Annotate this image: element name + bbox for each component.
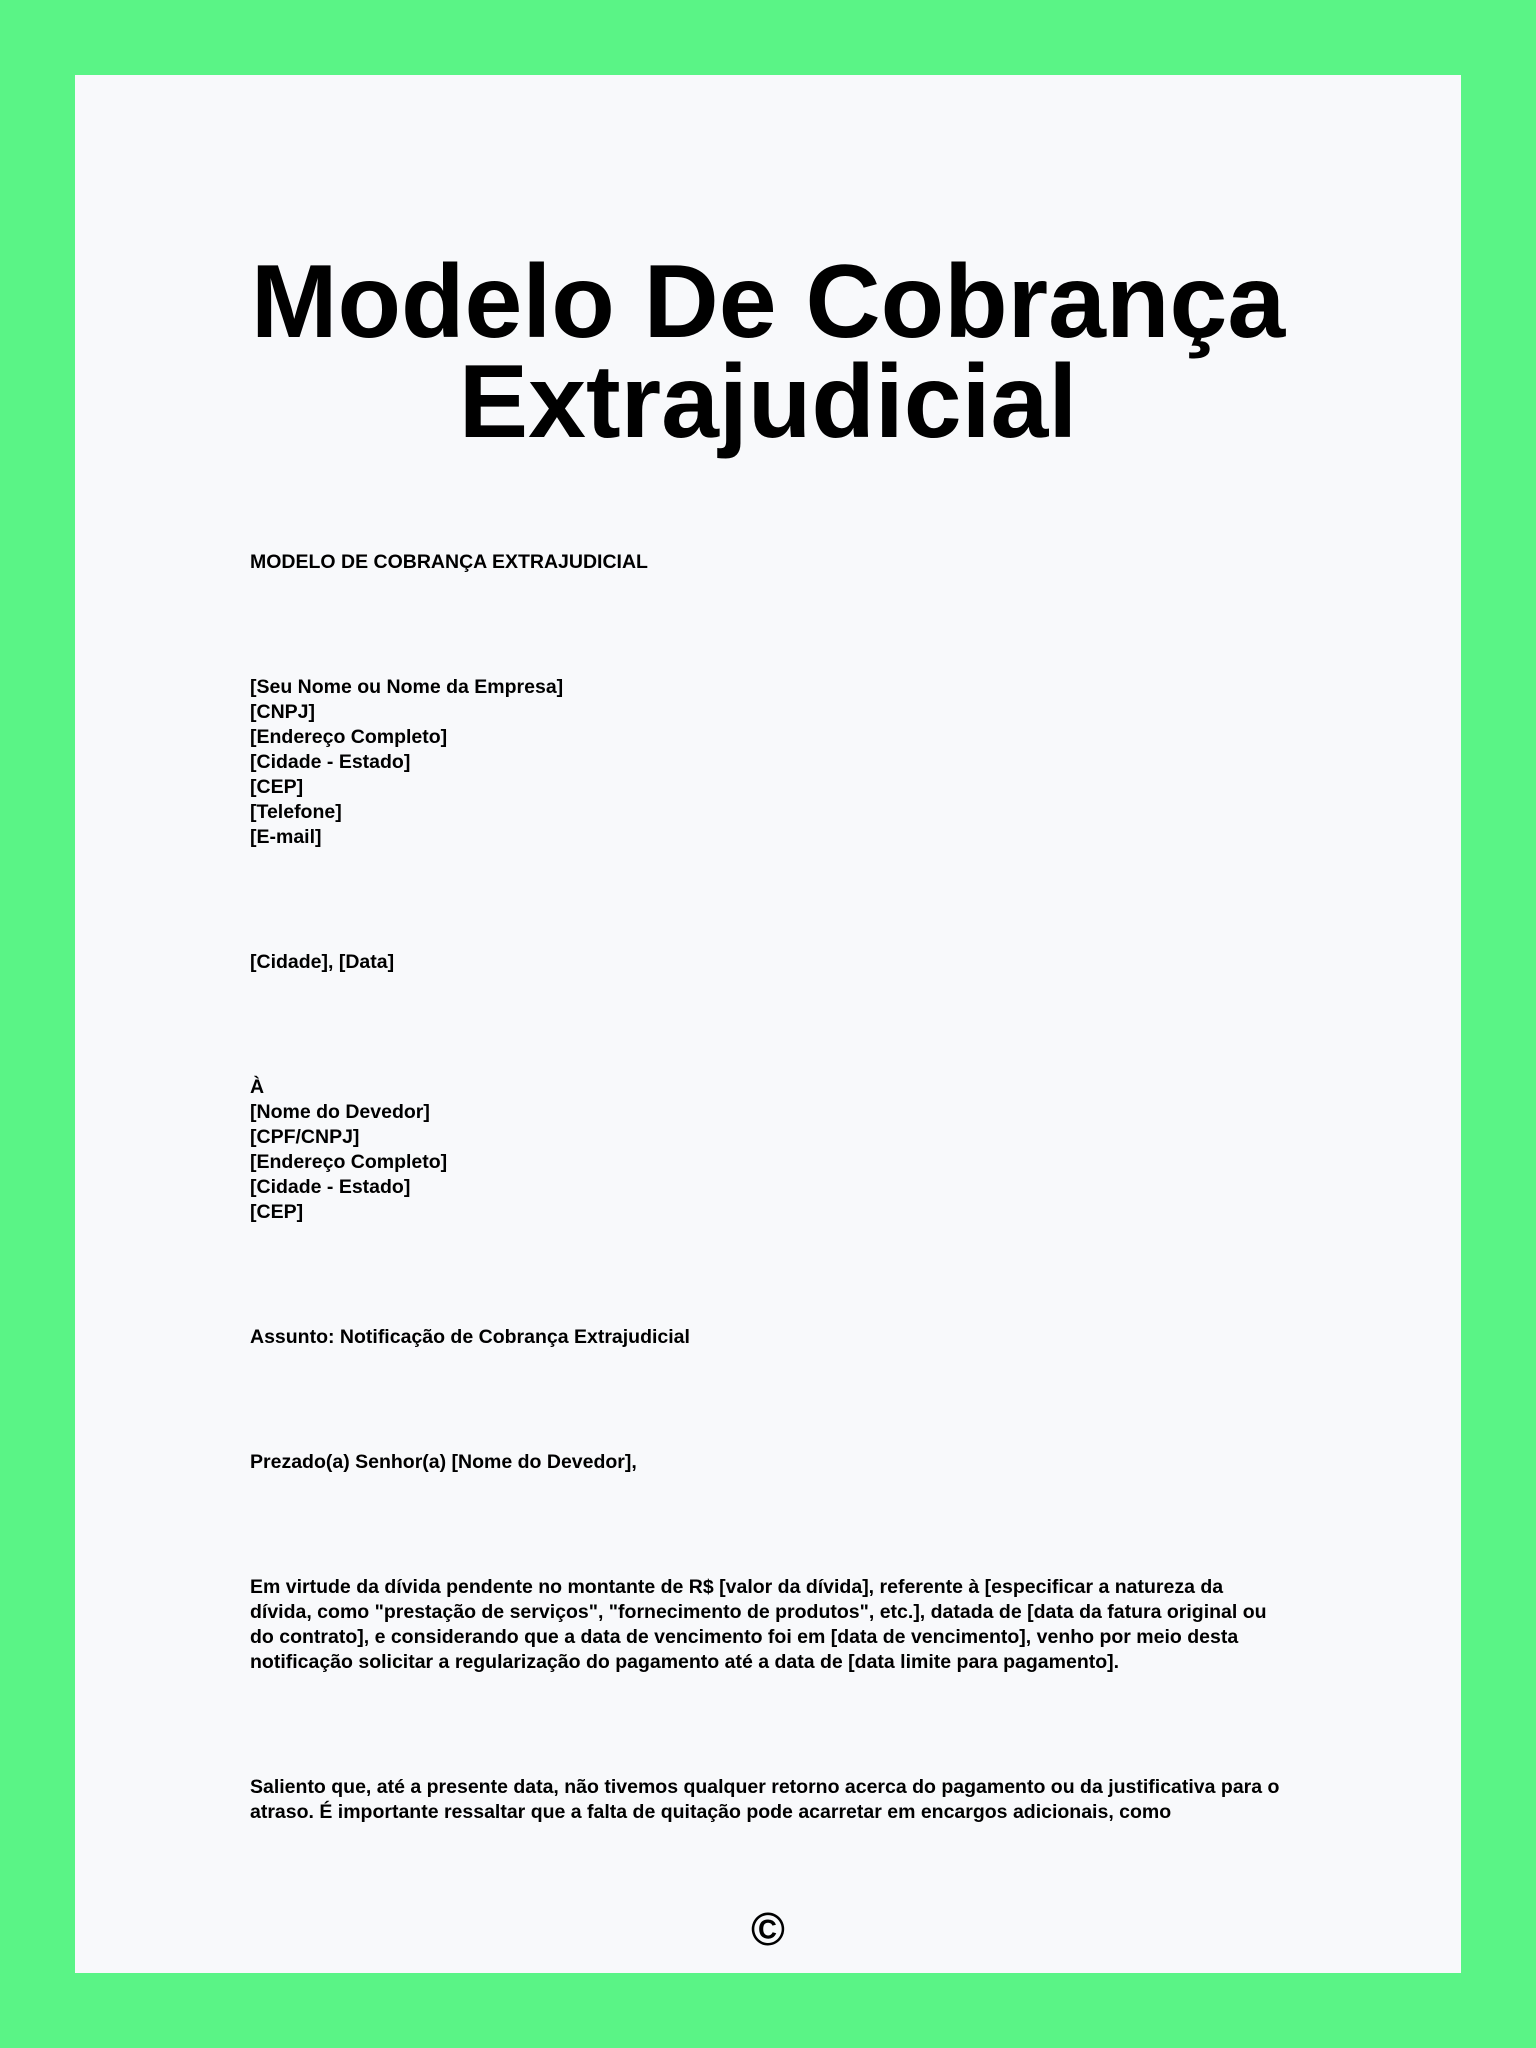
document-heading-text: MODELO DE COBRANÇA EXTRAJUDICIAL xyxy=(250,551,648,573)
sender-cnpj: [CNPJ] xyxy=(250,701,316,723)
subject-line xyxy=(250,1325,1290,1350)
sender-cep: [CEP] xyxy=(250,776,304,798)
sender-block xyxy=(250,675,1290,850)
sender-address: [Endereço Completo] xyxy=(250,726,448,748)
recipient-cep: [CEP] xyxy=(250,1201,304,1223)
document-title-line-2: Extrajudicial xyxy=(458,344,1078,460)
document-heading xyxy=(250,550,1290,575)
sender-email: [E-mail] xyxy=(250,826,322,848)
sender-name: [Seu Nome ou Nome da Empresa] xyxy=(250,676,564,698)
document-title xyxy=(0,244,1536,460)
paragraph-debt-notice xyxy=(250,1575,1290,1675)
place-date xyxy=(250,950,1290,975)
document-title-line-1: Modelo De Cobrança xyxy=(250,244,1286,360)
recipient-block xyxy=(250,1075,1290,1225)
recipient-name: [Nome do Devedor] xyxy=(250,1101,430,1123)
greeting-text: Prezado(a) Senhor(a) [Nome do Devedor], xyxy=(250,1451,637,1473)
recipient-address: [Endereço Completo] xyxy=(250,1151,448,1173)
sender-phone: [Telefone] xyxy=(250,801,342,823)
paragraph-no-response-text: Saliento que, até a presente data, não tivemos qualquer retorno acerca do pagamento ou da justificativa para o atraso. É importante ressaltar que a falta de quitação pode acarretar em encargos adicionais, como xyxy=(250,1776,1280,1823)
recipient-city-state: [Cidade - Estado] xyxy=(250,1176,411,1198)
greeting xyxy=(250,1450,1290,1475)
place-date-text: [Cidade], [Data] xyxy=(250,951,395,973)
recipient-cpf-cnpj: [CPF/CNPJ] xyxy=(250,1126,360,1148)
sender-city-state: [Cidade - Estado] xyxy=(250,751,411,773)
copyright-icon: © xyxy=(751,1903,785,1955)
subject-text: Assunto: Notificação de Cobrança Extrajudicial xyxy=(250,1326,690,1348)
recipient-salutation: À xyxy=(250,1076,265,1098)
paragraph-no-response xyxy=(250,1775,1290,1825)
paragraph-debt-notice-text: Em virtude da dívida pendente no montante de R$ [valor da dívida], referente à [especificar a natureza da dívida, como "prestação de serviços", "fornecimento de produtos", etc.], datada de [data da fatura original ou do contrato], e considerando que a data de vencimento foi em [data de vencimento], venho por meio desta notificação solicitar a regularização do pagamento até a data de [data limite para pagamento]. xyxy=(250,1576,1267,1673)
